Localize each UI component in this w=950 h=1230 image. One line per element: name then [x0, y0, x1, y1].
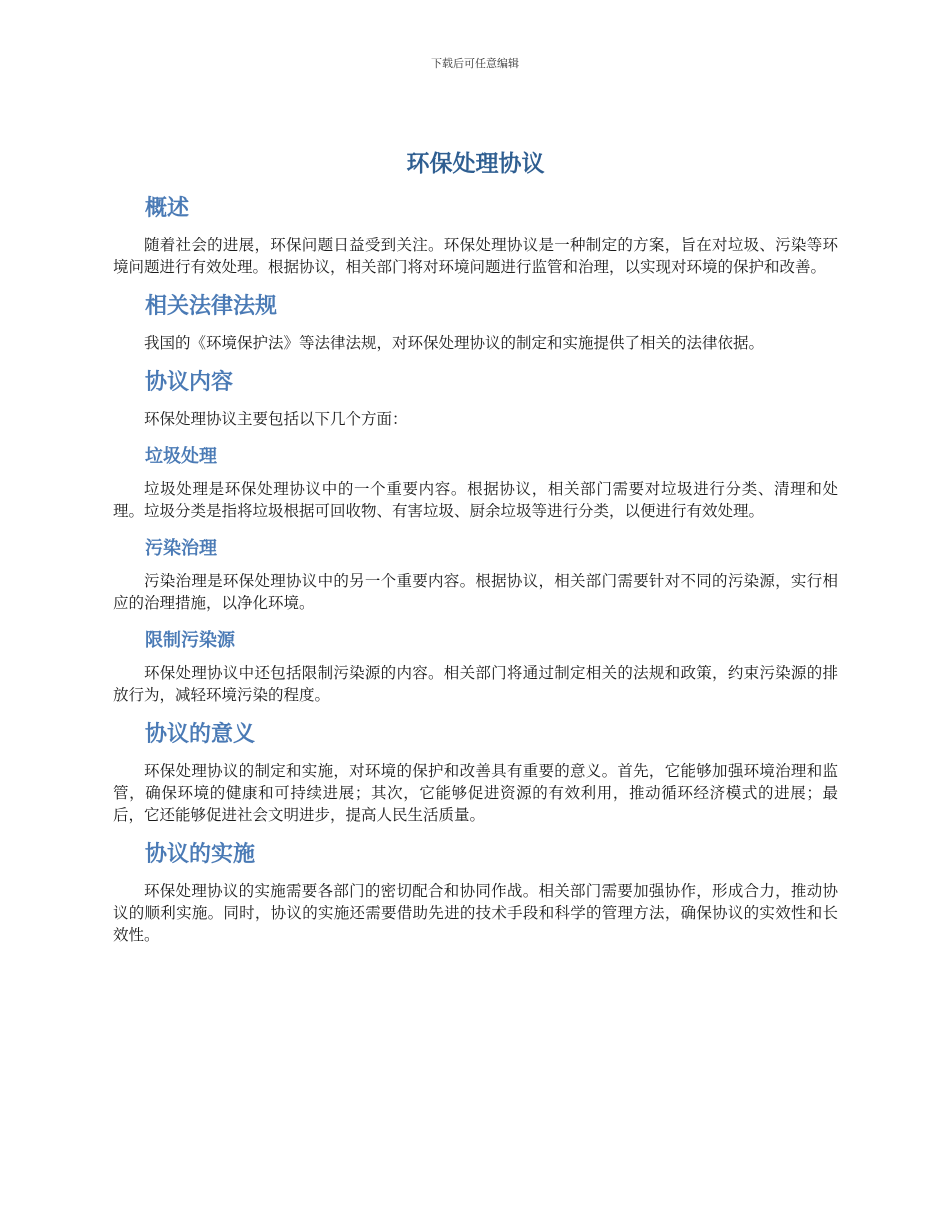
paragraph-overview: 随着社会的进展，环保问题日益受到关注。环保处理协议是一种制定的方案，旨在对垃圾、污染等环境问题进行有效处理。根据协议，相关部门将对环境问题进行监管和治理，以实现对环境的保护和改善。 — [113, 236, 838, 276]
heading-limit-pollution-sources: 限制污染源 — [145, 630, 235, 651]
heading-overview: 概述 — [145, 196, 190, 221]
paragraph-significance: 环保处理协议的制定和实施，对环境的保护和改善具有重要的意义。首先，它能够加强环境治理和监管，确保环境的健康和可持续进展；其次，它能够促进资源的有效利用，推动循环经济模式的进展；最后，它还能够促进社会文明进步，提高人民生活质量。 — [113, 762, 838, 824]
heading-significance: 协议的意义 — [145, 722, 256, 747]
paragraph-garbage-handling: 垃圾处理是环保处理协议中的一个重要内容。根据协议，相关部门需要对垃圾进行分类、清理和处理。垃圾分类是指将垃圾根据可回收物、有害垃圾、厨余垃圾等进行分类，以便进行有效处理。 — [113, 480, 838, 520]
heading-pollution-control: 污染治理 — [145, 538, 217, 559]
heading-agreement-content: 协议内容 — [145, 370, 234, 395]
paragraph-limit-pollution-sources: 环保处理协议中还包括限制污染源的内容。相关部门将通过制定相关的法规和政策，约束污染源的排放行为，减轻环境污染的程度。 — [113, 664, 838, 704]
page-header-note: 下载后可任意编辑 — [431, 57, 519, 70]
paragraph-implementation: 环保处理协议的实施需要各部门的密切配合和协同作战。相关部门需要加强协作，形成合力，推动协议的顺利实施。同时，协议的实施还需要借助先进的技术手段和科学的管理方法，确保协议的实效性和长效性。 — [113, 882, 838, 944]
paragraph-laws: 我国的《环境保护法》等法律法规，对环保处理协议的制定和实施提供了相关的法律依据。 — [144, 334, 765, 352]
heading-garbage-handling: 垃圾处理 — [145, 446, 217, 467]
document-body — [113, 148, 838, 960]
heading-implementation: 协议的实施 — [145, 842, 256, 867]
paragraph-pollution-control: 污染治理是环保处理协议中的另一个重要内容。根据协议，相关部门需要针对不同的污染源，实行相应的治理措施，以净化环境。 — [113, 572, 838, 612]
heading-laws: 相关法律法规 — [145, 294, 278, 319]
document-title: 环保处理协议 — [406, 151, 545, 177]
paragraph-agreement-content: 环保处理协议主要包括以下几个方面： — [144, 410, 408, 428]
